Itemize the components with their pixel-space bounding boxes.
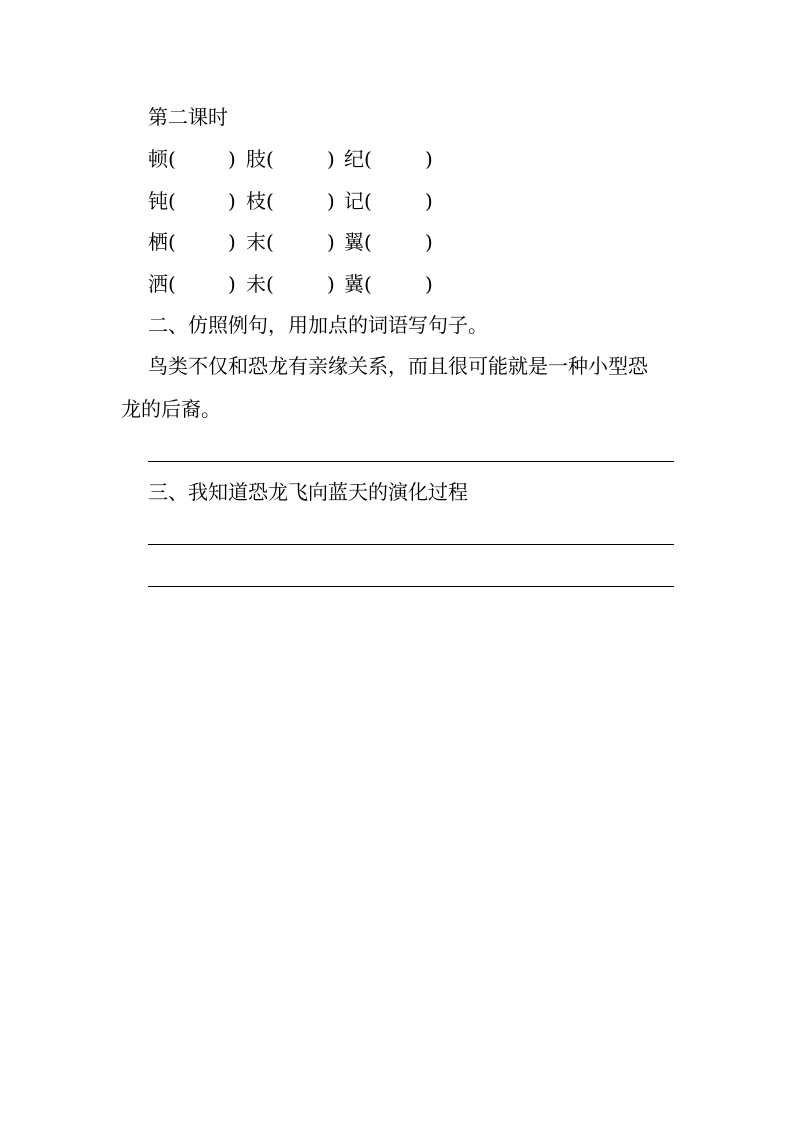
pinyin-blank-close: ) [425, 230, 433, 254]
pinyin-blank-open[interactable]: ( [266, 147, 274, 171]
char-label: 栖 [148, 230, 168, 254]
char-label: 未 [246, 272, 266, 296]
pinyin-blank-open[interactable]: ( [168, 272, 176, 296]
example-sentence-line1: 鸟类不仅和恐龙有亲缘关系，而且很可能就是一种小型恐 [148, 354, 648, 378]
pinyin-blank-open[interactable]: ( [266, 272, 274, 296]
pinyin-blank-open[interactable]: ( [168, 147, 176, 171]
char-label: 纪 [344, 147, 364, 171]
example-sentence-line2: 龙的后裔。 [121, 397, 221, 421]
pinyin-blank-open[interactable]: ( [266, 230, 274, 254]
pinyin-blank-open[interactable]: ( [364, 230, 372, 254]
pinyin-blank-close: ) [425, 272, 433, 296]
answer-line-section3-1[interactable] [148, 544, 674, 545]
pinyin-blank-close: ) [425, 189, 433, 213]
char-label: 末 [246, 230, 266, 254]
char-label: 枝 [246, 189, 266, 213]
pinyin-blank-open[interactable]: ( [364, 189, 372, 213]
answer-line-section2[interactable] [148, 461, 674, 462]
section2-heading: 二、仿照例句，用加点的词语写句子。 [148, 313, 488, 337]
pinyin-blank-close: ) [228, 189, 236, 213]
answer-line-section3-2[interactable] [148, 586, 674, 587]
pinyin-blank-close: ) [327, 230, 335, 254]
pinyin-blank-close: ) [327, 147, 335, 171]
pinyin-blank-open[interactable]: ( [168, 189, 176, 213]
pinyin-blank-close: ) [228, 272, 236, 296]
pinyin-blank-close: ) [327, 189, 335, 213]
pinyin-blank-open[interactable]: ( [266, 189, 274, 213]
lesson-title: 第二课时 [148, 105, 228, 129]
char-label: 顿 [148, 147, 168, 171]
pinyin-blank-close: ) [327, 272, 335, 296]
pinyin-blank-open[interactable]: ( [364, 147, 372, 171]
pinyin-blank-close: ) [228, 230, 236, 254]
pinyin-blank-close: ) [425, 147, 433, 171]
section3-heading: 三、我知道恐龙飞向蓝天的演化过程 [148, 480, 468, 504]
char-label: 冀 [344, 272, 364, 296]
char-label: 记 [344, 189, 364, 213]
char-label: 洒 [148, 272, 168, 296]
char-label: 翼 [344, 230, 364, 254]
pinyin-blank-close: ) [228, 147, 236, 171]
pinyin-blank-open[interactable]: ( [168, 230, 176, 254]
char-label: 钝 [148, 189, 168, 213]
char-label: 肢 [246, 147, 266, 171]
pinyin-blank-open[interactable]: ( [364, 272, 372, 296]
